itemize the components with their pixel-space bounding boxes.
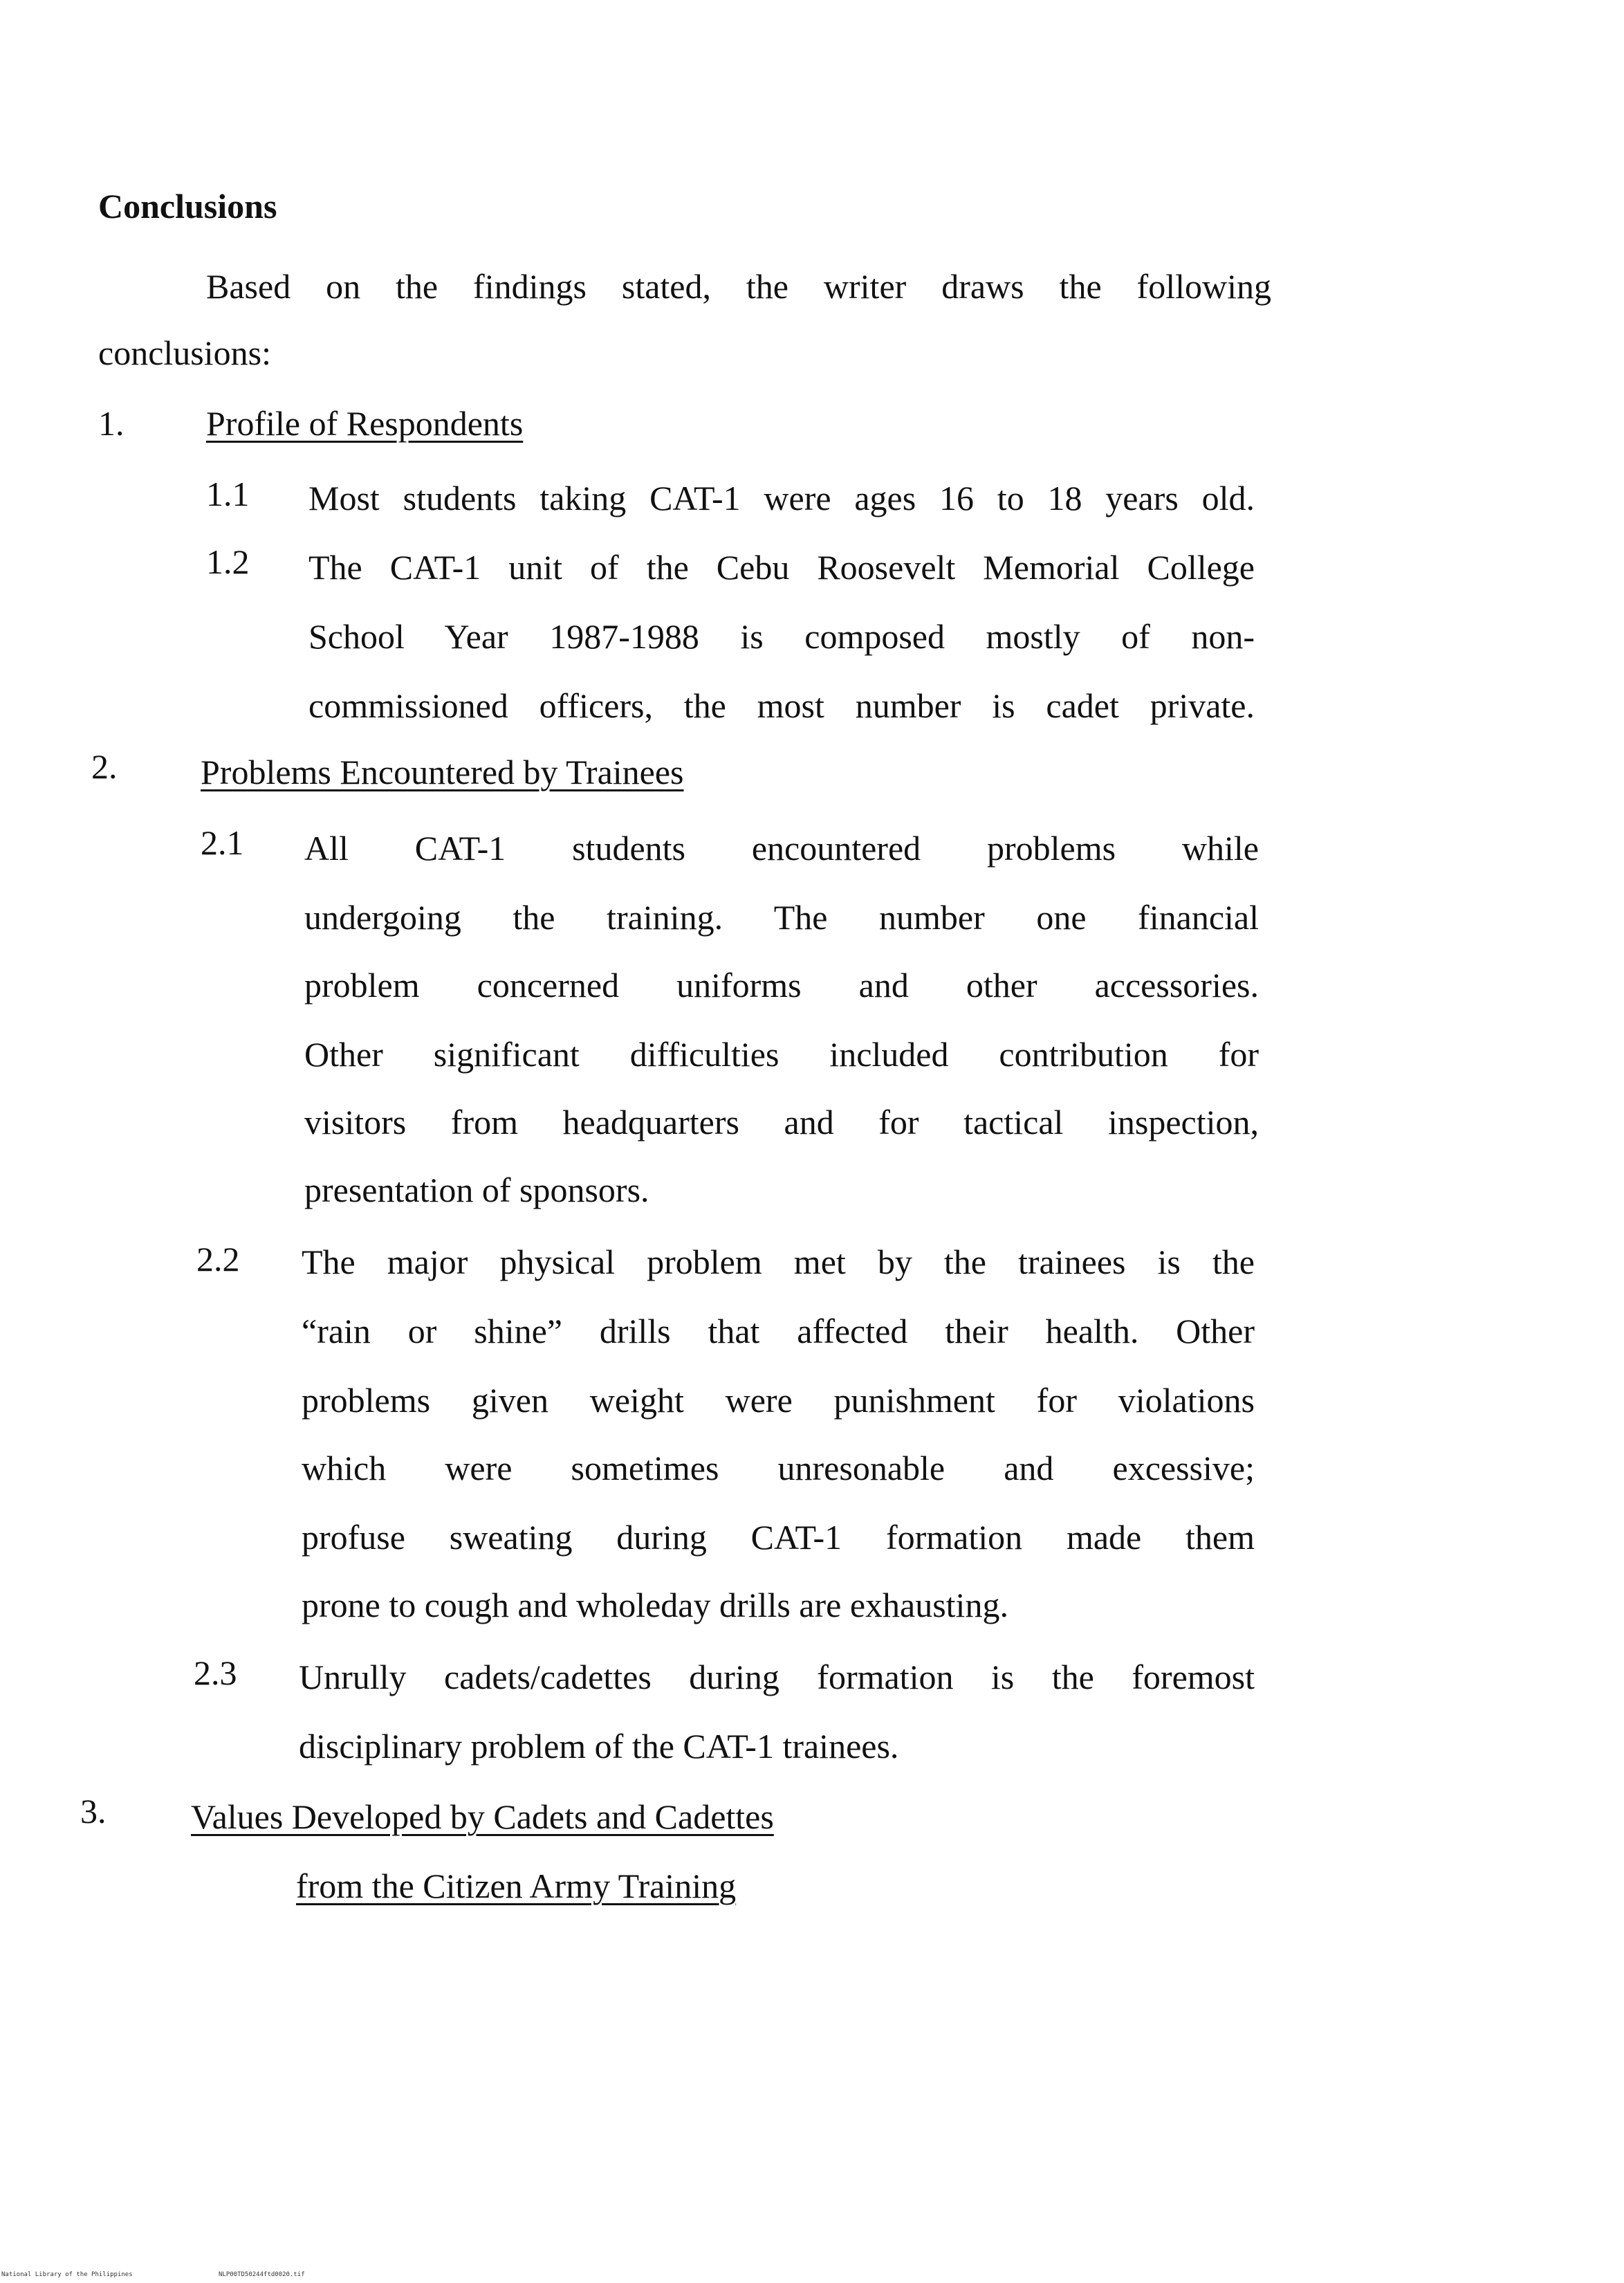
item-2-2-number: 2.2 bbox=[196, 1240, 240, 1278]
section-3-title: Values Developed by Cadets and Cadettes bbox=[191, 1797, 774, 1836]
section-3-number: 3. bbox=[80, 1792, 107, 1831]
item-2-1-line-4: Other significant difficulties included contribution for bbox=[304, 1035, 1259, 1074]
item-2-2-line-4: which were sometimes unresonable and excessive; bbox=[302, 1449, 1255, 1487]
section-1-title: Profile of Respondents bbox=[206, 404, 524, 443]
section-2-title: Problems Encountered by Trainees bbox=[201, 753, 684, 791]
item-2-1-number: 2.1 bbox=[201, 823, 244, 862]
item-2-1-line-5: visitors from headquarters and for tactical inspection, bbox=[304, 1103, 1259, 1142]
section-3-title-line-2: from the Citizen Army Training bbox=[296, 1867, 737, 1905]
intro-line-2: conclusions: bbox=[98, 333, 271, 372]
section-2-number: 2. bbox=[91, 747, 118, 786]
section-1-number: 1. bbox=[98, 404, 124, 443]
item-2-3-line-2: disciplinary problem of the CAT-1 trainees. bbox=[299, 1727, 899, 1766]
item-1-1-number: 1.1 bbox=[206, 475, 250, 513]
item-1-1-line-1: Most students taking CAT-1 were ages 16 to 18 years old. bbox=[308, 479, 1255, 517]
item-1-2-line-1: The CAT-1 unit of the Cebu Roosevelt Memorial College bbox=[308, 548, 1255, 587]
item-2-2-line-3: problems given weight were punishment for violations bbox=[302, 1381, 1255, 1420]
item-1-2-line-3: commissioned officers, the most number is cadet private. bbox=[308, 686, 1255, 725]
page-title: Conclusions bbox=[98, 187, 277, 226]
item-2-2-line-6: prone to cough and wholeday drills are exhausting. bbox=[302, 1586, 1008, 1624]
item-2-1-line-3: problem concerned uniforms and other accessories. bbox=[304, 966, 1259, 1005]
intro-line-1: Based on the findings stated, the writer draws the following bbox=[206, 267, 1271, 306]
item-2-2-line-2: “rain or shine” drills that affected their health. Other bbox=[302, 1312, 1255, 1350]
item-2-1-line-2: undergoing the training. The number one financial bbox=[304, 898, 1259, 937]
footer-file-name: NLP00TD50244ftd0020.tif bbox=[219, 2271, 305, 2278]
item-2-2-line-1: The major physical problem met by the trainees is the bbox=[302, 1243, 1255, 1281]
item-1-2-number: 1.2 bbox=[206, 542, 250, 581]
item-2-1-line-1: All CAT-1 students encountered problems while bbox=[304, 829, 1259, 868]
item-2-3-number: 2.3 bbox=[194, 1653, 237, 1692]
item-2-3-line-1: Unrully cadets/cadettes during formation is the foremost bbox=[299, 1658, 1255, 1696]
item-2-2-line-5: profuse sweating during CAT-1 formation made them bbox=[302, 1518, 1255, 1557]
item-1-2-line-2: School Year 1987-1988 is composed mostly of non- bbox=[308, 617, 1255, 656]
item-2-1-line-6: presentation of sponsors. bbox=[304, 1171, 649, 1209]
footer-library-name: National Library of the Philippines bbox=[1, 2271, 133, 2278]
